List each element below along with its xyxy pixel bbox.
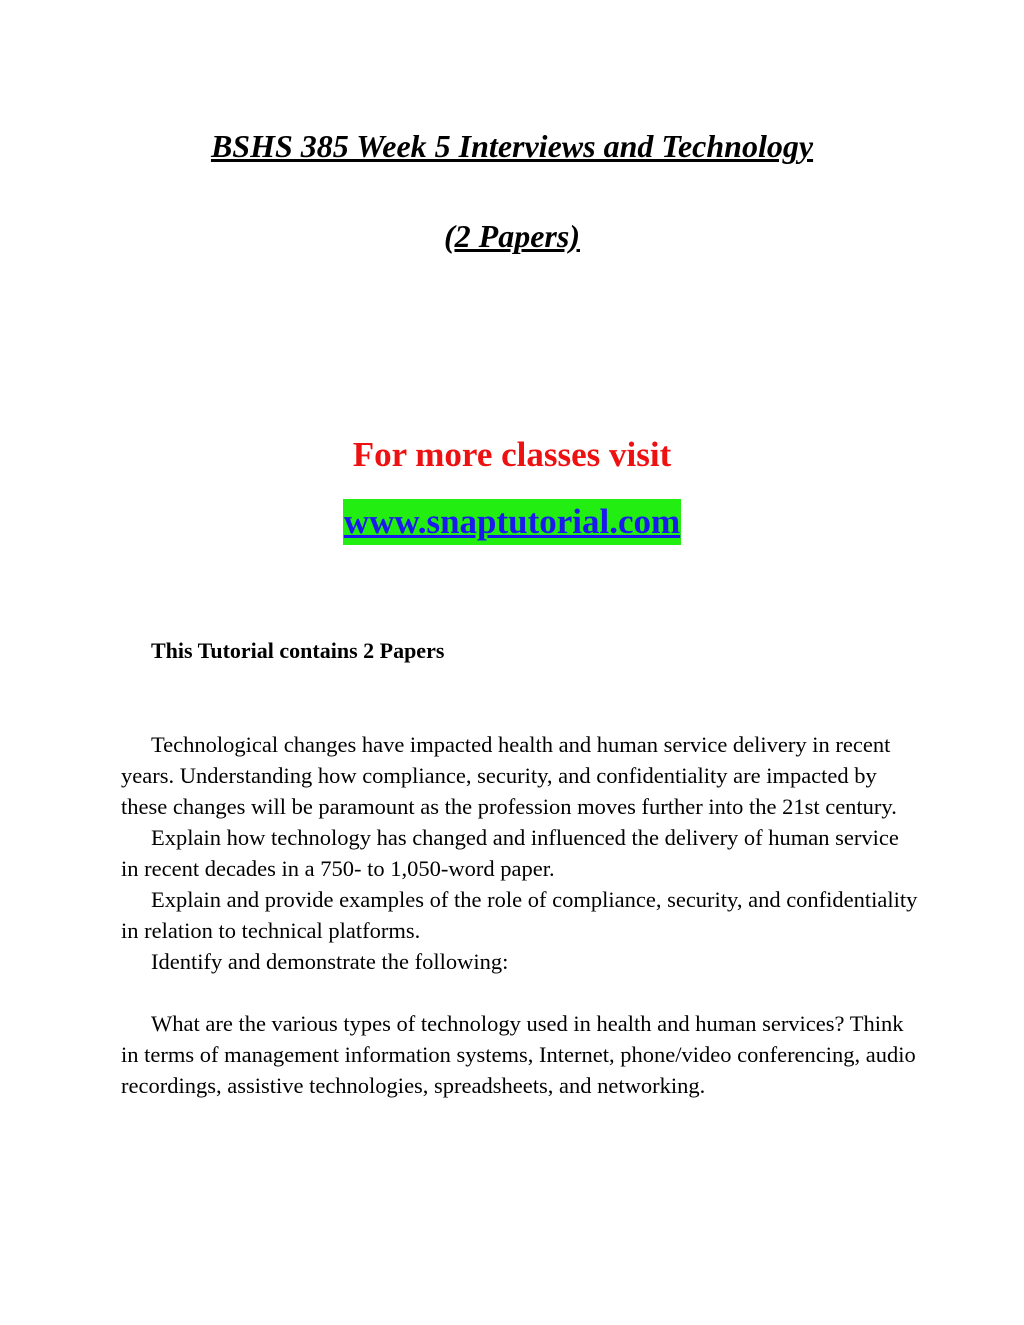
document-subtitle: (2 Papers) bbox=[444, 218, 580, 254]
paragraph-question-types: What are the various types of technology used in health and human services? Think in terms of management information systems, Internet, phone/video conferencing, audio recordings, assistive technologies, spreadsheets, and networking. bbox=[121, 1011, 916, 1098]
website-link[interactable]: www.snaptutorial.com bbox=[343, 499, 681, 545]
paragraph-task-technology: Explain how technology has changed and influenced the delivery of human service in recent decades in a 750- to 1,050-word paper. bbox=[121, 825, 899, 881]
document-title: BSHS 385 Week 5 Interviews and Technology bbox=[210, 128, 814, 164]
assignment-description bbox=[121, 729, 921, 1101]
paragraph-task-identify: Identify and demonstrate the following: bbox=[151, 949, 509, 974]
promo-link-wrapper bbox=[0, 499, 1024, 545]
paragraph-overview: Technological changes have impacted health and human service delivery in recent years. Understanding how compliance, security, and confidentiality are impacted by these changes will be paramount as the profession moves further into the 21st century. bbox=[121, 732, 897, 819]
paragraph-task-compliance: Explain and provide examples of the role of compliance, security, and confidentiality in relation to technical platforms. bbox=[121, 887, 918, 943]
tutorial-intro: This Tutorial contains 2 Papers bbox=[151, 638, 445, 663]
paragraph-spacer bbox=[121, 977, 921, 1008]
promo-text: For more classes visit bbox=[352, 435, 672, 474]
